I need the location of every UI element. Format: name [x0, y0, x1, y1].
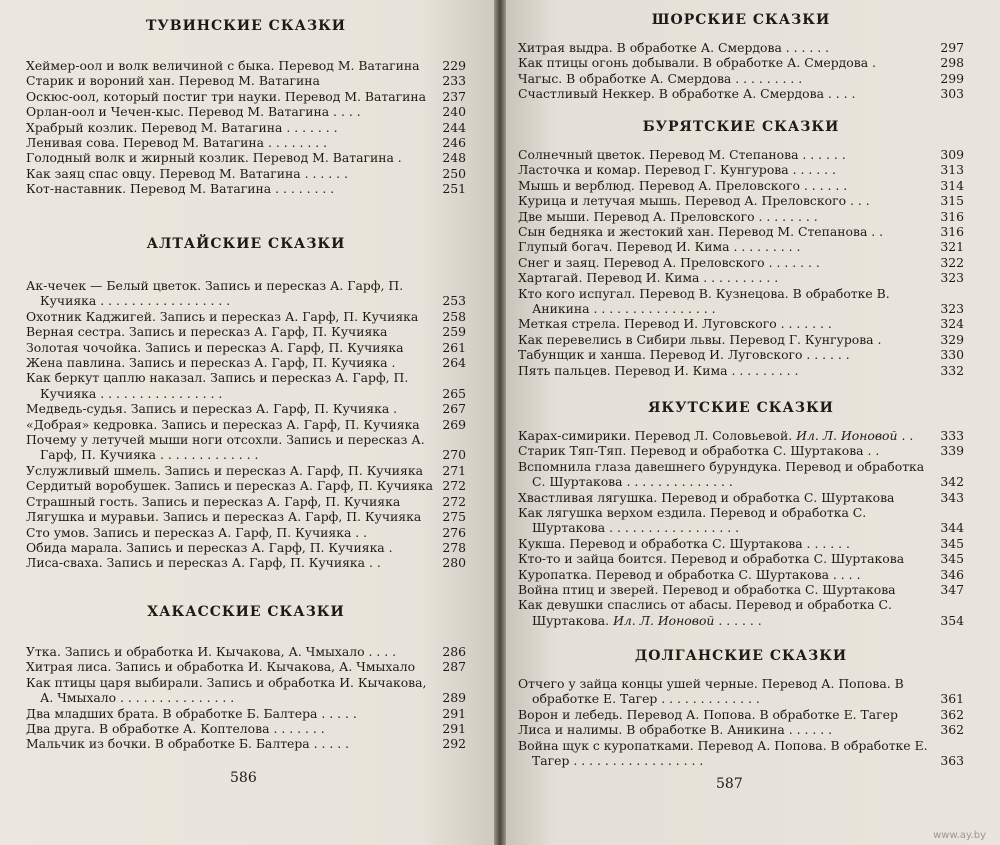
toc-entry-page: 280 — [442, 555, 466, 571]
toc-entry-page: 345 — [940, 551, 964, 567]
toc-entry-title: Оскюс-оол, который постиг три науки. Перевод М. Ватагина — [26, 88, 427, 104]
toc-entry — [518, 582, 964, 597]
toc-entry-title: Обида марала. Запись и пересказ А. Гарф, П. Кучияка . — [26, 539, 393, 555]
toc-entry — [518, 178, 964, 193]
toc-list — [518, 147, 964, 378]
toc-entry-page: 330 — [940, 347, 964, 363]
toc-entry — [26, 540, 466, 555]
toc-entry-title: Услужливый шмель. Запись и пересказ А. Гарф, П. Кучияка — [26, 462, 423, 478]
toc-entry-page: 246 — [442, 135, 466, 151]
book-gutter — [494, 0, 506, 845]
toc-entry-page: 287 — [442, 659, 466, 675]
toc-entry-title: Как птицы царя выбирали. Запись и обработка И. Кычакова, А. Чмыхало . . . . . . . . . . . . . . . — [26, 674, 427, 706]
toc-entry — [26, 278, 466, 309]
toc-entry — [518, 490, 964, 505]
toc-entry — [518, 71, 964, 86]
toc-entry — [518, 239, 964, 254]
toc-entry — [518, 459, 964, 490]
toc-entry — [26, 181, 466, 196]
toc-entry-title: Лиса и налимы. В обработке В. Аникина . . . . . . — [518, 722, 833, 738]
toc-entry — [518, 536, 964, 551]
toc-entry-page: 321 — [940, 239, 964, 255]
toc-entry-page: 343 — [940, 489, 964, 505]
toc-entry-title: Война птиц и зверей. Перевод и обработка С. Шуртакова — [518, 582, 896, 598]
toc-entry-page: 276 — [442, 524, 466, 540]
toc-entry-page: 292 — [442, 736, 466, 752]
toc-entry-page: 347 — [940, 582, 964, 598]
toc-entry — [26, 89, 466, 104]
toc-entry-title: Хитрая выдра. В обработке А. Смердова . . . . . . — [518, 40, 830, 55]
toc-entry — [26, 73, 466, 88]
toc-entry — [518, 224, 964, 239]
toc-entry — [26, 721, 466, 736]
toc-entry-title: Отчего у зайца концы ушей черные. Перевод А. Попова. В обработке Е. Тагер . . . . . . . . . . . . . — [518, 676, 904, 707]
toc-entry-title: Как птицы огонь добывали. В обработке А. Смердова . — [518, 55, 876, 71]
toc-entry-title: Пять пальцев. Перевод И. Кима . . . . . . . . . — [518, 362, 799, 378]
toc-entry-title: Чагыс. В обработке А. Смердова . . . . . . . . . — [518, 70, 803, 86]
toc-entry-title: Солнечный цветок. Перевод М. Степанова . . . . . . — [518, 147, 846, 162]
toc-entry-title: Сердитый воробушек. Запись и пересказ А. Гарф, П. Кучияка — [26, 478, 433, 494]
toc-entry-page: 309 — [940, 147, 964, 162]
page-number: 587 — [716, 776, 743, 792]
toc-entry-title: Верная сестра. Запись и пересказ А. Гарф, П. Кучияка — [26, 324, 388, 340]
toc-entry — [518, 347, 964, 362]
left-page — [0, 0, 494, 845]
toc-entry-page: 275 — [442, 509, 466, 525]
toc-entry — [26, 675, 466, 706]
toc-entry-title: Кто-то и зайца боится. Перевод и обработка С. Шуртакова — [518, 551, 905, 567]
toc-entry — [26, 401, 466, 416]
toc-entry-title: Снег и заяц. Перевод А. Преловского . . . . . . . — [518, 254, 820, 270]
toc-entry-title: Табунщик и ханша. Перевод И. Луговского . . . . . . — [518, 347, 850, 363]
toc-entry-illustrator: Ил. Л. Ионовой — [613, 612, 715, 628]
toc-entry-page: 323 — [940, 301, 964, 317]
toc-entry-page: 354 — [940, 612, 964, 628]
toc-entry-title: Сын бедняка и жестокий хан. Перевод М. Степанова . . — [518, 224, 884, 240]
section-title: ХАКАССКИЕ СКАЗКИ — [147, 604, 345, 620]
toc-entry-illustrator: Ил. Л. Ионовой — [796, 428, 898, 443]
toc-entry — [26, 463, 466, 478]
toc-entry — [518, 316, 964, 331]
toc-entry-page: 264 — [442, 355, 466, 371]
toc-entry-page: 270 — [442, 447, 466, 463]
toc-entry-title: Курица и летучая мышь. Перевод А. Преловского . . . — [518, 193, 870, 209]
toc-entry-page: 298 — [940, 55, 964, 71]
toc-entry — [26, 309, 466, 324]
toc-entry — [518, 551, 964, 566]
toc-entry-page: 346 — [940, 566, 964, 582]
right-page — [506, 0, 1000, 845]
toc-entry-page: 286 — [442, 644, 466, 659]
toc-entry-page: 248 — [442, 150, 466, 166]
toc-entry — [518, 255, 964, 270]
toc-entry — [518, 193, 964, 208]
toc-entry-page: 329 — [940, 331, 964, 347]
toc-entry — [518, 363, 964, 378]
toc-entry — [518, 707, 964, 722]
toc-entry-page: 240 — [442, 104, 466, 120]
toc-section-khakas — [26, 604, 466, 752]
toc-entry-page: 259 — [442, 324, 466, 340]
toc-entry — [26, 736, 466, 751]
toc-entry-page: 363 — [940, 753, 964, 769]
toc-entry-page: 237 — [442, 88, 466, 104]
toc-entry-title: Как беркут цаплю наказал. Запись и пересказ А. Гарф, П. Кучияка . . . . . . . . . . . . . . . . — [26, 370, 409, 401]
toc-entry-title: Хитрая лиса. Запись и обработка И. Кычакова, А. Чмыхало — [26, 659, 416, 675]
toc-entry-title: Мальчик из бочки. В обработке Б. Балтера . . . . . — [26, 736, 350, 752]
toc-entry-title: Как перевелись в Сибири львы. Перевод Г. Кунгурова . — [518, 331, 882, 347]
toc-entry-title: Война щук с куропатками. Перевод А. Попова. В обработке Е. Тагер . . . . . . . . . . . . . . . . . — [518, 737, 928, 769]
toc-entry-title: Орлан-оол и Чечен-кыс. Перевод М. Ватагина . . . . — [26, 104, 361, 120]
page-number: 586 — [230, 770, 257, 786]
toc-entry-title: Хвастливая лягушка. Перевод и обработка С. Шуртакова — [518, 489, 895, 505]
toc-entry-page: 339 — [940, 443, 964, 459]
toc-entry-page: 267 — [442, 401, 466, 417]
toc-entry-page: 323 — [940, 270, 964, 286]
toc-entry-page: 289 — [442, 690, 466, 706]
toc-entry-title: Глупый богач. Перевод И. Кима . . . . . . . . . — [518, 239, 801, 255]
toc-entry-title: «Добрая» кедровка. Запись и пересказ А. Гарф, П. Кучияка — [26, 416, 420, 432]
toc-entry-title: Счастливый Неккер. В обработке А. Смердова . . . . — [518, 86, 856, 102]
toc-entry — [518, 147, 964, 162]
toc-entry — [26, 370, 466, 401]
toc-entry — [518, 428, 964, 443]
toc-entry-title: Хартагай. Перевод И. Кима . . . . . . . . . . — [518, 270, 779, 286]
section-title: ШОРСКИЕ СКАЗКИ — [651, 12, 831, 28]
toc-section-altai — [26, 236, 466, 571]
toc-entry-page: 361 — [940, 691, 964, 707]
toc-entry-page: 345 — [940, 535, 964, 551]
toc-entry-title: Ак-чечек — Белый цветок. Запись и пересказ А. Гарф, П. Кучияка . . . . . . . . . . . . . . . . . — [26, 278, 404, 309]
toc-entry — [26, 509, 466, 524]
toc-entry — [518, 567, 964, 582]
toc-entry-title: Два друга. В обработке А. Коптелова . . . . . . . — [26, 721, 325, 737]
toc-list — [518, 40, 964, 102]
toc-entry — [518, 738, 964, 769]
toc-entry — [26, 644, 466, 659]
toc-list — [26, 58, 466, 197]
toc-entry-page: 261 — [442, 339, 466, 355]
toc-entry-page: 324 — [940, 316, 964, 332]
toc-entry-title: Вспомнила глаза давешнего бурундука. Перевод и обработка С. Шуртакова . . . . . . . . . . . . . . — [518, 458, 925, 490]
toc-entry — [518, 332, 964, 347]
toc-entry — [26, 432, 466, 463]
toc-entry-title: Жена павлина. Запись и пересказ А. Гарф, П. Кучияка . — [26, 355, 396, 371]
toc-entry-page: 332 — [940, 362, 964, 378]
toc-entry-page: 272 — [442, 493, 466, 509]
toc-entry — [518, 40, 964, 55]
toc-entry-leader: . . — [897, 428, 914, 443]
toc-entry-page: 303 — [940, 86, 964, 102]
toc-entry — [518, 722, 964, 737]
toc-section-buryat — [518, 119, 964, 378]
toc-entry — [518, 270, 964, 285]
toc-entry — [518, 676, 964, 707]
section-title: ЯКУТСКИЕ СКАЗКИ — [648, 400, 834, 416]
toc-entry-page: 362 — [940, 706, 964, 722]
toc-entry-page: 244 — [442, 119, 466, 135]
toc-entry-title: Страшный гость. Запись и пересказ А. Гарф, П. Кучияка — [26, 493, 401, 509]
toc-entry-page: 316 — [940, 208, 964, 224]
toc-entry-page: 315 — [940, 193, 964, 209]
toc-entry — [518, 505, 964, 536]
toc-entry-title: Мышь и верблюд. Перевод А. Преловского . . . . . . — [518, 177, 848, 193]
toc-entry-title: Ласточка и комар. Перевод Г. Кунгурова . . . . . . — [518, 162, 836, 178]
toc-entry — [26, 166, 466, 181]
toc-entry-title: Медведь-судья. Запись и пересказ А. Гарф, П. Кучияка . — [26, 401, 398, 417]
toc-entry-page: 251 — [442, 181, 466, 197]
toc-entry-title: Ворон и лебедь. Перевод А. Попова. В обработке Е. Тагер — [518, 706, 898, 722]
toc-entry-page: 265 — [442, 385, 466, 401]
toc-entry-title: Меткая стрела. Перевод И. Луговского . . . . . . . — [518, 316, 832, 332]
toc-entry — [26, 706, 466, 721]
toc-list — [518, 428, 964, 628]
toc-section-yakut — [518, 400, 964, 628]
toc-entry-title: Сто умов. Запись и пересказ А. Гарф, П. Кучияка . . — [26, 524, 368, 540]
toc-entry-title: Две мыши. Перевод А. Преловского . . . . . . . . — [518, 208, 818, 224]
toc-entry-page: 253 — [442, 293, 466, 309]
toc-entry-page: 269 — [442, 416, 466, 432]
toc-section-tuvan — [26, 18, 466, 197]
toc-entry — [518, 443, 964, 458]
toc-entry-page: 344 — [940, 520, 964, 536]
toc-entry-page: 271 — [442, 462, 466, 478]
toc-entry-page: 258 — [442, 308, 466, 324]
toc-entry-page: 229 — [442, 58, 466, 73]
toc-entry — [518, 286, 964, 317]
toc-entry-title: Золотая чочойка. Запись и пересказ А. Гарф, П. Кучияка — [26, 339, 404, 355]
toc-entry-title: Почему у летучей мыши ноги отсохли. Запись и пересказ А. Гарф, П. Кучияка . . . . . . . . . . . . . — [26, 432, 425, 463]
toc-entry-page: 316 — [940, 224, 964, 240]
toc-entry-page: 299 — [940, 70, 964, 86]
toc-entry-title: Голодный волк и жирный козлик. Перевод М. Ватагина . — [26, 150, 402, 166]
toc-entry — [26, 150, 466, 165]
toc-entry — [26, 525, 466, 540]
toc-entry-title: Старик Тяп-Тяп. Перевод и обработка С. Шуртакова . . — [518, 443, 880, 459]
section-title: ДОЛГАНСКИЕ СКАЗКИ — [634, 648, 848, 664]
toc-entry — [26, 135, 466, 150]
toc-entry-title: Лягушка и муравьи. Запись и пересказ А. Гарф, П. Кучияка — [26, 509, 422, 525]
toc-entry — [26, 340, 466, 355]
toc-entry-page: 333 — [940, 428, 964, 443]
toc-section-shor — [518, 12, 964, 102]
toc-list — [518, 676, 964, 768]
section-title: ТУВИНСКИЕ СКАЗКИ — [145, 18, 347, 34]
toc-entry-title: Кот-наставник. Перевод М. Ватагина . . . . . . . . — [26, 181, 335, 197]
toc-entry — [26, 58, 466, 73]
toc-entry-title: Карах-симирики. Перевод Л. Соловьевой. — [518, 428, 793, 443]
toc-entry-title: Как девушки спаслись от абасы. Перевод и обработка С. Шуртакова. — [518, 597, 892, 628]
section-title: БУРЯТСКИЕ СКАЗКИ — [642, 119, 840, 135]
toc-entry-page: 362 — [940, 722, 964, 738]
toc-entry — [26, 104, 466, 119]
toc-entry — [26, 417, 466, 432]
toc-entry — [26, 659, 466, 674]
toc-entry — [518, 597, 964, 628]
section-title: АЛТАЙСКИЕ СКАЗКИ — [146, 236, 346, 252]
toc-entry-page: 297 — [940, 40, 964, 55]
toc-entry — [26, 555, 466, 570]
toc-entry — [26, 494, 466, 509]
toc-entry — [26, 355, 466, 370]
toc-entry-page: 233 — [442, 73, 466, 89]
toc-list — [26, 644, 466, 752]
toc-entry-page: 291 — [442, 705, 466, 721]
toc-entry-page: 278 — [442, 539, 466, 555]
toc-entry-title: Кукша. Перевод и обработка С. Шуртакова . . . . . . — [518, 535, 850, 551]
toc-entry-title: Два младших брата. В обработке Б. Балтера . . . . . — [26, 705, 357, 721]
toc-entry-title: Как заяц спас овцу. Перевод М. Ватагина . . . . . . — [26, 165, 348, 181]
toc-entry-title: Куропатка. Перевод и обработка С. Шуртакова . . . . — [518, 566, 861, 582]
toc-entry — [518, 209, 964, 224]
toc-entry-title: Лиса-сваха. Запись и пересказ А. Гарф, П. Кучияка . . — [26, 555, 381, 571]
watermark: www.ay.by — [933, 830, 986, 841]
toc-entry-title: Кто кого испугал. Перевод В. Кузнецова. В обработке В. Аникина . . . . . . . . . . . . . . . . — [518, 285, 890, 317]
toc-entry — [26, 120, 466, 135]
toc-section-dolgan — [518, 648, 964, 768]
toc-entry-title: Как лягушка верхом ездила. Перевод и обработка С. Шуртакова . . . . . . . . . . . . . . . . . — [518, 505, 867, 536]
toc-entry — [518, 86, 964, 101]
toc-entry-page: 272 — [442, 478, 466, 494]
toc-entry-page: 291 — [442, 721, 466, 737]
toc-entry-title: Старик и вороний хан. Перевод М. Ватагина — [26, 73, 320, 89]
toc-entry-page: 250 — [442, 165, 466, 181]
toc-entry-page: 313 — [940, 162, 964, 178]
toc-list — [26, 278, 466, 571]
toc-entry-title: Утка. Запись и обработка И. Кычакова, А. Чмыхало . . . . — [26, 644, 397, 659]
toc-entry — [518, 55, 964, 70]
toc-entry-page: 314 — [940, 177, 964, 193]
toc-entry-page: 322 — [940, 254, 964, 270]
toc-entry-leader: . . . . . . — [714, 612, 762, 628]
toc-entry-title: Хеймер-оол и волк величиной с быка. Перевод М. Ватагина — [26, 58, 420, 73]
toc-entry — [518, 162, 964, 177]
toc-entry-title: Охотник Каджигей. Запись и пересказ А. Гарф, П. Кучияка — [26, 308, 419, 324]
toc-entry-page: 342 — [940, 474, 964, 490]
toc-entry-title: Храбрый козлик. Перевод М. Ватагина . . . . . . . — [26, 119, 338, 135]
toc-entry — [26, 324, 466, 339]
toc-entry-title: Ленивая сова. Перевод М. Ватагина . . . . . . . . — [26, 135, 328, 151]
toc-entry — [26, 478, 466, 493]
